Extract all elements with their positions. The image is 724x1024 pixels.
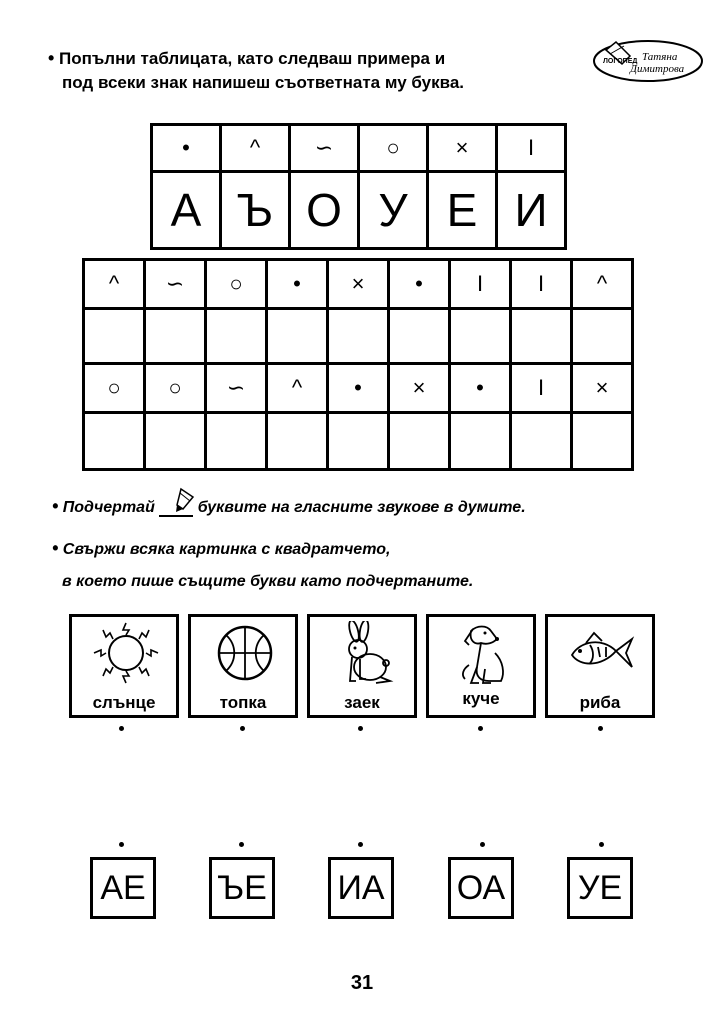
- card-word: куче: [462, 689, 500, 708]
- task3-line2: в което пише същите букви като подчертаните.: [62, 573, 474, 590]
- answer-cell[interactable]: [84, 413, 145, 470]
- key-table: [150, 123, 567, 250]
- symbol-cell: ∽: [206, 364, 267, 413]
- exercise-answer-row: [84, 309, 633, 364]
- symbol-cell: ×: [572, 364, 633, 413]
- task1-line2: под всеки знак напишеш съответната му буква.: [62, 73, 465, 92]
- symbol-cell: ○: [145, 364, 206, 413]
- instruction-task1: [48, 46, 464, 95]
- key-letter-cell: А: [152, 172, 221, 249]
- symbol-cell: ^: [572, 260, 633, 309]
- key-letter-row: [152, 172, 566, 249]
- symbol-cell: ×: [389, 364, 450, 413]
- letter-box: ИА: [328, 857, 394, 919]
- picture-card-sun: [69, 614, 179, 718]
- answer-cell[interactable]: [511, 413, 572, 470]
- letter-box: УЕ: [567, 857, 633, 919]
- key-symbol-cell: ∽: [290, 125, 359, 172]
- dog-icon: [447, 621, 519, 691]
- exercise-symbol-row: [84, 364, 633, 413]
- answer-cell[interactable]: [389, 413, 450, 470]
- symbol-cell: ×: [328, 260, 389, 309]
- bullet: •: [48, 48, 55, 68]
- exercise-answer-row: [84, 413, 633, 470]
- task3-line1: Свържи всяка картинка с квадратчето,: [62, 541, 391, 558]
- symbol-cell: •: [267, 260, 328, 309]
- key-letter-cell: У: [359, 172, 428, 249]
- connect-dot[interactable]: [239, 842, 244, 847]
- connect-dot[interactable]: [358, 842, 363, 847]
- symbol-cell: ^: [84, 260, 145, 309]
- answer-cell[interactable]: [206, 309, 267, 364]
- connect-dot[interactable]: [119, 726, 124, 731]
- card-word: заек: [344, 693, 380, 712]
- exercise-symbol-row: [84, 260, 633, 309]
- key-symbol-row: [152, 125, 566, 172]
- answer-cell[interactable]: [267, 413, 328, 470]
- key-letter-cell: И: [497, 172, 566, 249]
- logo-line2: Татяна: [642, 51, 678, 63]
- exercise-table: [82, 258, 634, 471]
- letter-box: ОА: [448, 857, 514, 919]
- letter-box: АЕ: [90, 857, 156, 919]
- symbol-cell: ^: [267, 364, 328, 413]
- card-word: риба: [579, 693, 621, 712]
- key-symbol-cell: ×: [428, 125, 497, 172]
- symbol-cell: ○: [84, 364, 145, 413]
- answer-cell[interactable]: [328, 309, 389, 364]
- letter-box: ЪЕ: [209, 857, 275, 919]
- answer-cell[interactable]: [450, 309, 511, 364]
- key-letter-cell: О: [290, 172, 359, 249]
- connect-dot[interactable]: [358, 726, 363, 731]
- task2-before: Подчертай: [62, 499, 155, 516]
- symbol-cell: •: [328, 364, 389, 413]
- task2-after: буквите на гласните звукове в думите.: [197, 499, 526, 516]
- symbol-cell: •: [389, 260, 450, 309]
- answer-cell[interactable]: [145, 413, 206, 470]
- picture-card-rabbit: [307, 614, 417, 718]
- key-symbol-cell: ○: [359, 125, 428, 172]
- answer-cell[interactable]: [328, 413, 389, 470]
- key-letter-cell: Е: [428, 172, 497, 249]
- answer-cell[interactable]: [572, 309, 633, 364]
- answer-cell[interactable]: [450, 413, 511, 470]
- answer-cell[interactable]: [389, 309, 450, 364]
- connect-dot[interactable]: [598, 726, 603, 731]
- symbol-cell: I: [511, 364, 572, 413]
- symbol-cell: I: [511, 260, 572, 309]
- logo-line1: ЛОГОПЕД: [603, 58, 638, 65]
- instruction-task2: • Подчертай буквите на гласните звукове в думите.: [52, 496, 526, 517]
- picture-card-dog: [426, 614, 536, 718]
- answer-cell[interactable]: [206, 413, 267, 470]
- symbol-cell: •: [450, 364, 511, 413]
- symbol-cell: I: [450, 260, 511, 309]
- connect-dot[interactable]: [119, 842, 124, 847]
- key-symbol-cell: I: [497, 125, 566, 172]
- card-word: слънце: [92, 693, 156, 712]
- fish-icon: [566, 621, 638, 685]
- logo-graphic: [592, 36, 704, 86]
- answer-cell[interactable]: [572, 413, 633, 470]
- symbol-cell: ∽: [145, 260, 206, 309]
- key-symbol-cell: ^: [221, 125, 290, 172]
- symbol-cell: ○: [206, 260, 267, 309]
- page-number: 31: [350, 972, 374, 994]
- logo: [592, 36, 704, 86]
- task1-line1: Попълни таблицата, като следваш примера и: [59, 49, 446, 68]
- picture-card-ball: [188, 614, 298, 718]
- connect-dot[interactable]: [478, 726, 483, 731]
- picture-card-fish: [545, 614, 655, 718]
- instruction-task3: • Свържи всяка картинка с квадратчето, в което пише същите букви като подчертаните.: [52, 538, 474, 590]
- logo-line3: Димитрова: [630, 63, 685, 75]
- connect-dot[interactable]: [240, 726, 245, 731]
- answer-cell[interactable]: [84, 309, 145, 364]
- connect-dot[interactable]: [480, 842, 485, 847]
- answer-cell[interactable]: [267, 309, 328, 364]
- sun-icon: [90, 621, 162, 685]
- ball-icon: [209, 621, 281, 685]
- key-letter-cell: Ъ: [221, 172, 290, 249]
- answer-cell[interactable]: [511, 309, 572, 364]
- connect-dot[interactable]: [599, 842, 604, 847]
- underline-pencil-icon: [159, 497, 193, 517]
- answer-cell[interactable]: [145, 309, 206, 364]
- rabbit-icon: [328, 621, 400, 691]
- key-symbol-cell: •: [152, 125, 221, 172]
- card-word: топка: [219, 693, 267, 712]
